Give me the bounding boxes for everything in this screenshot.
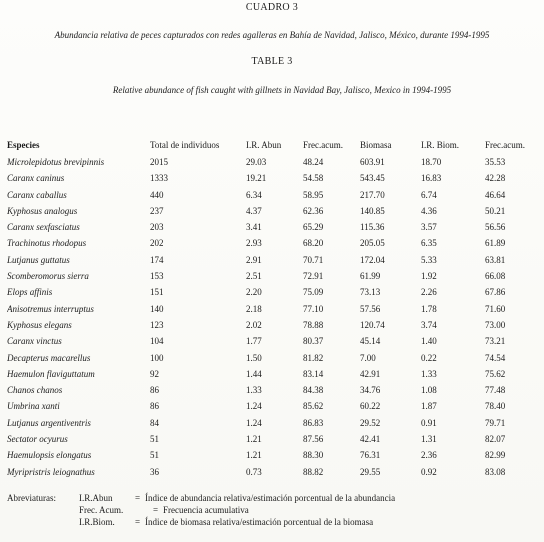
species-name: Microlepidotus brevipinnis <box>7 157 105 167</box>
biomasa-value: 45.14 <box>360 336 381 347</box>
total-individuals: 153 <box>150 271 164 282</box>
total-individuals: 92 <box>150 368 159 379</box>
column-header-frec-acum: Frec.acum. <box>303 140 343 150</box>
abbreviations-label: Abreviaturas: <box>7 493 56 503</box>
abbreviation-definition: Índice de biomasa relativa/estimación porcentual de la biomasa <box>145 517 374 527</box>
frec-acum-value: 48.24 <box>303 157 324 167</box>
frec-acum-value: 62.36 <box>303 205 324 216</box>
table-row <box>7 235 542 251</box>
biomasa-value: 7.00 <box>360 352 376 363</box>
ir-biom-value: 3.57 <box>421 222 437 233</box>
biomasa-value: 205.05 <box>360 238 385 249</box>
ir-abun-value: 1.50 <box>246 352 262 363</box>
frec-acum-value: 54.58 <box>303 173 324 184</box>
table-row <box>7 398 542 414</box>
species-name: Myripristris leiognathus <box>7 466 95 477</box>
frec-acum-value: 83.14 <box>303 368 324 379</box>
total-individuals: 104 <box>150 336 164 347</box>
abbreviation-row <box>7 492 542 504</box>
total-individuals: 36 <box>150 466 159 477</box>
table-row <box>7 252 542 268</box>
ir-biom-value: 18.70 <box>421 157 442 167</box>
species-name: Decapterus macarellus <box>7 352 91 363</box>
biomasa-value: 34.76 <box>360 385 381 396</box>
total-individuals: 123 <box>150 319 164 330</box>
species-name: Anisotremus interruptus <box>7 303 94 314</box>
total-individuals: 51 <box>150 450 159 461</box>
frec-acum-value: 84.38 <box>303 385 324 396</box>
table-row <box>7 301 542 317</box>
biomasa-value: 42.41 <box>360 434 381 445</box>
ir-abun-value: 2.93 <box>246 238 262 249</box>
total-individuals: 440 <box>150 189 164 200</box>
species-name: Caranx sexfasciatus <box>7 222 80 233</box>
frec-acum-biom-value: 42.28 <box>485 173 506 184</box>
frec-acum-biom-value: 71.60 <box>485 303 506 314</box>
frec-acum-biom-value: 78.40 <box>485 401 506 412</box>
frec-acum-value: 68.20 <box>303 238 324 249</box>
ir-biom-value: 16.83 <box>421 173 442 184</box>
frec-acum-biom-value: 82.07 <box>485 434 506 445</box>
frec-acum-value: 77.10 <box>303 303 324 314</box>
ir-biom-value: 2.36 <box>421 450 437 461</box>
frec-acum-value: 81.82 <box>303 352 324 363</box>
species-name: Caranx vinctus <box>7 336 62 347</box>
frec-acum-value: 88.30 <box>303 450 324 461</box>
table-row <box>7 219 542 235</box>
species-name: Umbrina xanti <box>7 401 60 412</box>
total-individuals: 140 <box>150 303 164 314</box>
biomasa-value: 57.56 <box>360 303 381 314</box>
biomasa-value: 76.31 <box>360 450 381 461</box>
frec-acum-biom-value: 66.08 <box>485 271 506 282</box>
table-row <box>7 203 542 219</box>
frec-acum-value: 80.37 <box>303 336 324 347</box>
frec-acum-value: 75.09 <box>303 287 324 298</box>
table-row <box>7 464 542 480</box>
ir-abun-value: 1.44 <box>246 368 262 379</box>
data-table <box>7 136 542 480</box>
frec-acum-biom-value: 77.48 <box>485 385 506 396</box>
frec-acum-value: 65.29 <box>303 222 324 233</box>
table-row <box>7 333 542 349</box>
species-name: Elops affinis <box>7 287 53 298</box>
ir-biom-value: 5.33 <box>421 254 437 265</box>
species-name: Haemulopsis elongatus <box>7 450 92 461</box>
total-individuals: 203 <box>150 222 164 233</box>
biomasa-value: 42.91 <box>360 368 381 379</box>
frec-acum-value: 85.62 <box>303 401 324 412</box>
english-caption: Relative abundance of fish caught with gillnets in Navidad Bay, Jalisco, Mexico in 1994-1995 <box>112 85 452 95</box>
ir-abun-value: 1.33 <box>246 385 262 396</box>
ir-biom-value: 1.31 <box>421 434 437 445</box>
abbreviation-equals: = <box>135 517 141 527</box>
frec-acum-biom-value: 73.21 <box>485 336 506 347</box>
ir-abun-value: 2.02 <box>246 319 262 330</box>
species-name: Lutjanus guttatus <box>7 254 70 265</box>
ir-abun-value: 2.51 <box>246 271 262 282</box>
biomasa-value: 61.99 <box>360 271 381 282</box>
column-header-species: Especies <box>7 140 40 150</box>
ir-abun-value: 0.73 <box>246 466 262 477</box>
table-row <box>7 431 542 447</box>
species-name: Lutjanus argentiventris <box>7 417 91 428</box>
total-individuals: 86 <box>150 385 159 396</box>
column-header-total: Total de individuos <box>150 140 220 150</box>
abbreviation-term: Frec. Acum. <box>79 505 124 515</box>
abbreviation-term: I.R.Abun <box>79 493 113 503</box>
ir-abun-value: 2.20 <box>246 287 262 298</box>
ir-abun-value: 1.21 <box>246 450 262 461</box>
table-row <box>7 170 542 186</box>
ir-biom-value: 1.87 <box>421 401 437 412</box>
frec-acum-biom-value: 67.86 <box>485 287 506 298</box>
frec-acum-biom-value: 50.21 <box>485 205 506 216</box>
table-row <box>7 415 542 431</box>
frec-acum-biom-value: 79.71 <box>485 417 506 428</box>
table-row <box>7 447 542 463</box>
biomasa-value: 115.36 <box>360 222 385 233</box>
ir-biom-value: 4.36 <box>421 205 437 216</box>
biomasa-value: 120.74 <box>360 319 385 330</box>
abbreviation-definition: Frecuencia acumulativa <box>163 505 249 515</box>
frec-acum-biom-value: 35.53 <box>485 157 506 167</box>
biomasa-value: 603.91 <box>360 157 385 167</box>
biomasa-value: 217.70 <box>360 189 385 200</box>
table-row <box>7 268 542 284</box>
ir-abun-value: 4.37 <box>246 205 262 216</box>
total-individuals: 2015 <box>150 157 168 167</box>
ir-biom-value: 3.74 <box>421 319 437 330</box>
column-header-ir-biom: I.R. Biom. <box>421 140 460 150</box>
table-row <box>7 154 542 170</box>
ir-biom-value: 6.35 <box>421 238 437 249</box>
species-name: Chanos chanos <box>7 385 63 396</box>
ir-biom-value: 0.22 <box>421 352 437 363</box>
biomasa-value: 140.85 <box>360 205 385 216</box>
table-row <box>7 317 542 333</box>
total-individuals: 174 <box>150 254 164 265</box>
column-header-biomasa: Biomasa <box>360 140 392 150</box>
total-individuals: 84 <box>150 417 159 428</box>
frec-acum-value: 87.56 <box>303 434 324 445</box>
ir-abun-value: 2.91 <box>246 254 262 265</box>
abundance-table <box>7 136 542 480</box>
biomasa-value: 29.52 <box>360 417 381 428</box>
biomasa-value: 29.55 <box>360 466 381 477</box>
abbreviation-row <box>7 504 542 516</box>
frec-acum-value: 58.95 <box>303 189 324 200</box>
biomasa-value: 543.45 <box>360 173 385 184</box>
cuadro-heading: CUADRO 3 <box>245 2 299 13</box>
total-individuals: 202 <box>150 238 164 249</box>
abbreviation-equals: = <box>153 505 159 515</box>
ir-abun-value: 1.24 <box>246 417 262 428</box>
table-row <box>7 284 542 300</box>
species-name: Kyphosus analogus <box>7 205 78 216</box>
ir-biom-value: 1.92 <box>421 271 437 282</box>
frec-acum-value: 70.71 <box>303 254 324 265</box>
ir-biom-value: 1.33 <box>421 368 437 379</box>
species-name: Sectator ocyurus <box>7 434 68 445</box>
abbreviation-equals: = <box>135 493 141 503</box>
ir-abun-value: 2.18 <box>246 303 262 314</box>
frec-acum-biom-value: 75.62 <box>485 368 506 379</box>
abbreviations-section <box>7 492 542 528</box>
total-individuals: 151 <box>150 287 164 298</box>
frec-acum-biom-value: 61.89 <box>485 238 506 249</box>
table-row <box>7 382 542 398</box>
total-individuals: 100 <box>150 352 164 363</box>
frec-acum-biom-value: 83.08 <box>485 466 506 477</box>
ir-abun-value: 1.77 <box>246 336 262 347</box>
frec-acum-value: 88.82 <box>303 466 324 477</box>
total-individuals: 86 <box>150 401 159 412</box>
ir-biom-value: 0.92 <box>421 466 437 477</box>
table-row <box>7 366 542 382</box>
ir-abun-value: 6.34 <box>246 189 262 200</box>
frec-acum-biom-value: 63.81 <box>485 254 506 265</box>
frec-acum-biom-value: 82.99 <box>485 450 506 461</box>
abbreviation-row <box>7 516 542 528</box>
column-header-frec-acum-biom: Frec.acum. <box>485 140 525 150</box>
biomasa-value: 172.04 <box>360 254 385 265</box>
biomasa-value: 73.13 <box>360 287 381 298</box>
column-header-ir-abun: I.R. Abun <box>246 140 282 150</box>
ir-abun-value: 1.21 <box>246 434 262 445</box>
ir-abun-value: 19.21 <box>246 173 267 184</box>
species-name: Caranx caninus <box>7 173 65 184</box>
ir-abun-value: 1.24 <box>246 401 262 412</box>
frec-acum-biom-value: 74.54 <box>485 352 506 363</box>
frec-acum-value: 72.91 <box>303 271 324 282</box>
ir-biom-value: 2.26 <box>421 287 437 298</box>
table-header-row <box>7 136 542 154</box>
table-row <box>7 350 542 366</box>
ir-biom-value: 1.08 <box>421 385 437 396</box>
ir-abun-value: 3.41 <box>246 222 262 233</box>
frec-acum-biom-value: 73.00 <box>485 319 506 330</box>
spanish-caption: Abundancia relativa de peces capturados con redes agalleras en Bahía de Navidad, Jalisco, México, durante 1994-1995 <box>54 30 490 40</box>
ir-biom-value: 1.78 <box>421 303 437 314</box>
ir-abun-value: 29.03 <box>246 157 267 167</box>
total-individuals: 51 <box>150 434 159 445</box>
species-name: Scomberomorus sierra <box>7 271 89 282</box>
total-individuals: 1333 <box>150 173 168 184</box>
table-heading: TABLE 3 <box>251 56 293 67</box>
species-name: Caranx caballus <box>7 189 67 200</box>
table-body <box>7 154 542 480</box>
frec-acum-value: 86.83 <box>303 417 324 428</box>
species-name: Trachinotus rhodopus <box>7 238 87 249</box>
species-name: Kyphosus elegans <box>7 319 72 330</box>
ir-biom-value: 0.91 <box>421 417 437 428</box>
abbreviation-definition: Índice de abundancia relativa/estimación porcentual de la abundancia <box>145 493 396 503</box>
frec-acum-value: 78.88 <box>303 319 324 330</box>
ir-biom-value: 6.74 <box>421 189 437 200</box>
ir-biom-value: 1.40 <box>421 336 437 347</box>
frec-acum-biom-value: 46.64 <box>485 189 506 200</box>
frec-acum-biom-value: 56.56 <box>485 222 506 233</box>
abbreviation-term: I.R.Biom. <box>79 517 115 527</box>
biomasa-value: 60.22 <box>360 401 381 412</box>
table-row <box>7 187 542 203</box>
total-individuals: 237 <box>150 205 164 216</box>
species-name: Haemulon flaviguttatum <box>7 368 95 379</box>
